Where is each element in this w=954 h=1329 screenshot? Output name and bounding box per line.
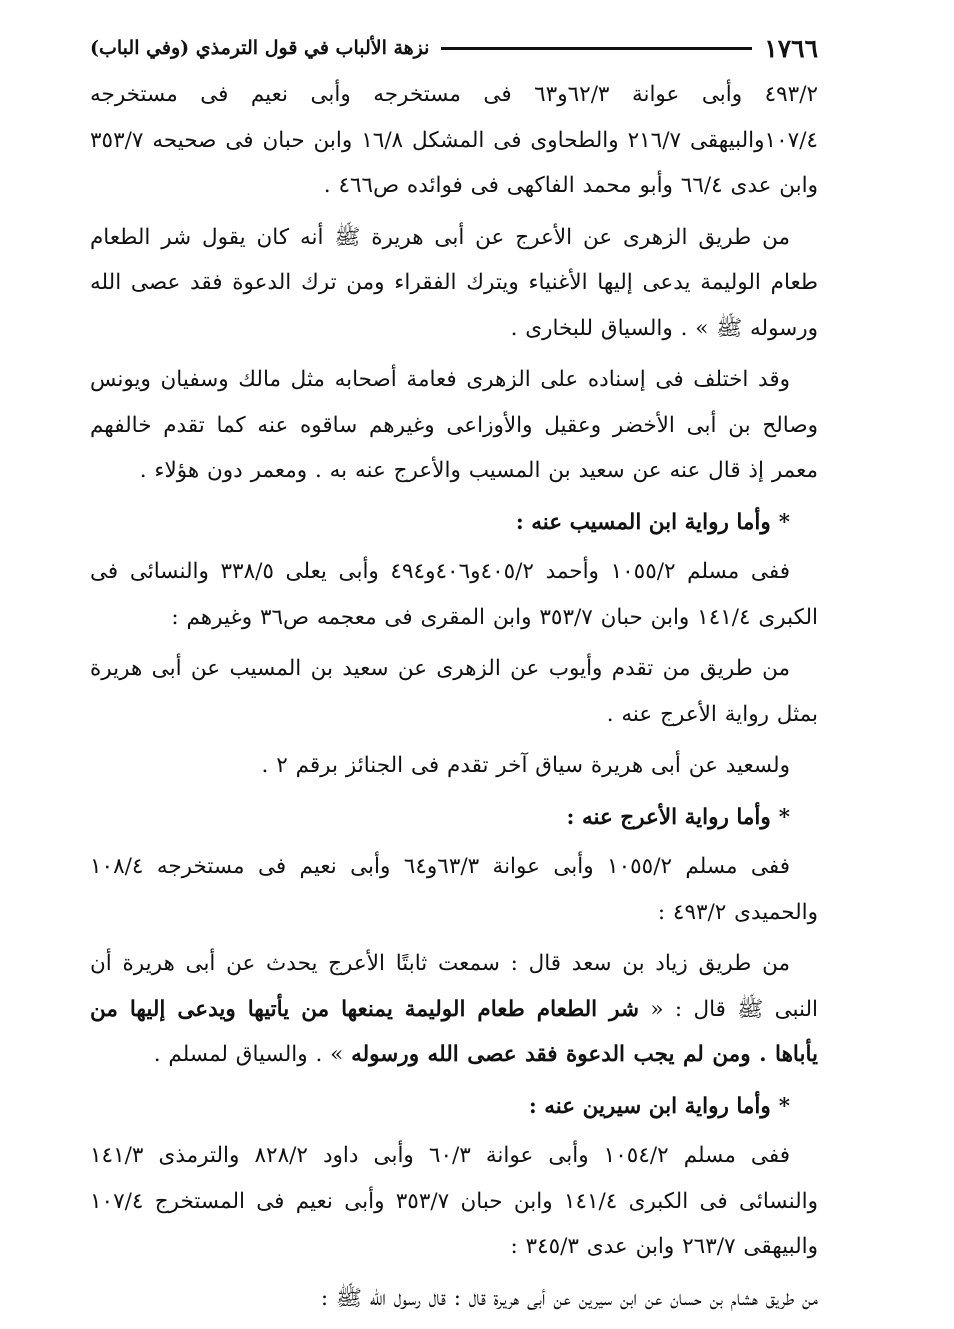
paragraph-text: من طريق هشام بن حسان عن ابن سيرين عن أبى هريرة قال : قال رسول الله ﷺ :: [320, 1285, 818, 1311]
paragraph: [90, 549, 818, 640]
paragraph-text: ٤٩٣/٢ وأبى عوانة ٦٢/٣و٦٣ فى مستخرجه وأبى نعيم فى مستخرجه ١٠٧/٤والبيهقى ٢١٦/٧ والطحاوى فى المشكل ١٦/٨ وابن حبان فى صحيحه ٣٥٣/٧ وابن عدى ٦٦/٤ وأبو محمد الفاكهى فى فوائده ص٤٦٦ .: [90, 82, 818, 198]
paragraph: [90, 215, 818, 352]
paragraph: [90, 72, 818, 209]
paragraph: [90, 1133, 818, 1270]
page-header: [90, 28, 818, 68]
paragraph: [90, 646, 818, 737]
page-body: [90, 72, 818, 1321]
document-page: [90, 28, 818, 1327]
paragraph-text: ففى مسلم ١٠٥٥/٢ وأبى عوانة ٦٣/٣و٦٤ وأبى نعيم فى مستخرجه ١٠٨/٤ والحميدى ٤٩٣/٢ :: [90, 854, 818, 925]
star-marker: *: [778, 1093, 790, 1119]
paragraph-text: ففى مسلم ١٠٥٤/٢ وأبى عوانة ٦٠/٣ وأبى داود ٨٢٨/٢ والترمذى ١٤١/٣ والنسائى فى الكبرى ١٤١/٤ وابن حبان ٣٥٣/٧ وأبى نعيم فى المستخرج ١٠٧/٤ والبيهقى ٢٦٣/٧ وابن عدى ٣٤٥/٣ :: [90, 1143, 819, 1259]
star-marker: *: [778, 509, 790, 535]
section-heading-text: وأما رواية ابن المسيب عنه :: [515, 509, 771, 535]
section-heading-text: وأما رواية الأعرج عنه :: [566, 804, 771, 830]
section-heading: [90, 500, 818, 546]
paragraph-text: من طريق الزهرى عن الأعرج عن أبى هريرة ﷺ أنه كان يقول شر الطعام طعام الوليمة يدعى إليها الأغنياء ويترك الفقراء ومن ترك الدعوة فقد عصى الله ورسوله ﷺ » . والسياق للبخارى .: [90, 224, 818, 341]
paragraph-text: وقد اختلف فى إسناده على الزهرى فعامة أصحابه مثل مالك وسفيان ويونس وصالح بن أبى الأخضر وعقيل والأوزاعى وغيرهم ساقوه عنه كما تقدم خالفهم معمر إذ قال عنه عن سعيد بن المسيب والأعرج عنه به . ومعمر دون هؤلاء .: [90, 367, 818, 483]
running-title: نزهة الألباب في قول الترمذي (وفي الباب): [90, 37, 430, 59]
paragraph: [90, 844, 818, 935]
hadith-paragraph: [90, 941, 818, 1078]
hadith-outro: » . والسياق لمسلم .: [153, 1042, 352, 1067]
page-number: ١٧٦٦: [764, 33, 818, 63]
hadith-intro: من طريق زياد بن سعد قال : سمعت ثابتًا الأعرج يحدث عن أبى هريرة أن النبى ﷺ قال : «: [90, 951, 819, 1022]
paragraph-text: ولسعيد عن أبى هريرة سياق آخر تقدم فى الجنائز برقم ٢ .: [261, 753, 790, 778]
paragraph: [90, 743, 818, 789]
section-heading-text: وأما رواية ابن سيرين عنه :: [528, 1093, 771, 1119]
paragraph-text: من طريق من تقدم وأيوب عن الزهرى عن سعيد بن المسيب عن أبى هريرة بمثل رواية الأعرج عنه .: [90, 656, 818, 727]
paragraph: [90, 357, 818, 494]
paragraph: [90, 1276, 818, 1322]
header-rule: [441, 47, 752, 50]
hadith-text: شر الطعام طعام الوليمة يمنعها من يأتيها ويدعى إليها من يأباها . ومن لم يجب الدعوة فقد عصى الله ورسوله: [90, 996, 818, 1067]
section-heading: [90, 1084, 818, 1130]
section-heading: [90, 795, 818, 841]
paragraph-text: ففى مسلم ١٠٥٥/٢ وأحمد ٤٠٥/٢و٤٠٦و٤٩٤ وأبى يعلى ٣٣٨/٥ والنسائى فى الكبرى ١٤١/٤ وابن حبان ٣٥٣/٧ وابن المقرى فى معجمه ص٣٦ وغيرهم :: [90, 559, 818, 630]
star-marker: *: [778, 804, 790, 830]
